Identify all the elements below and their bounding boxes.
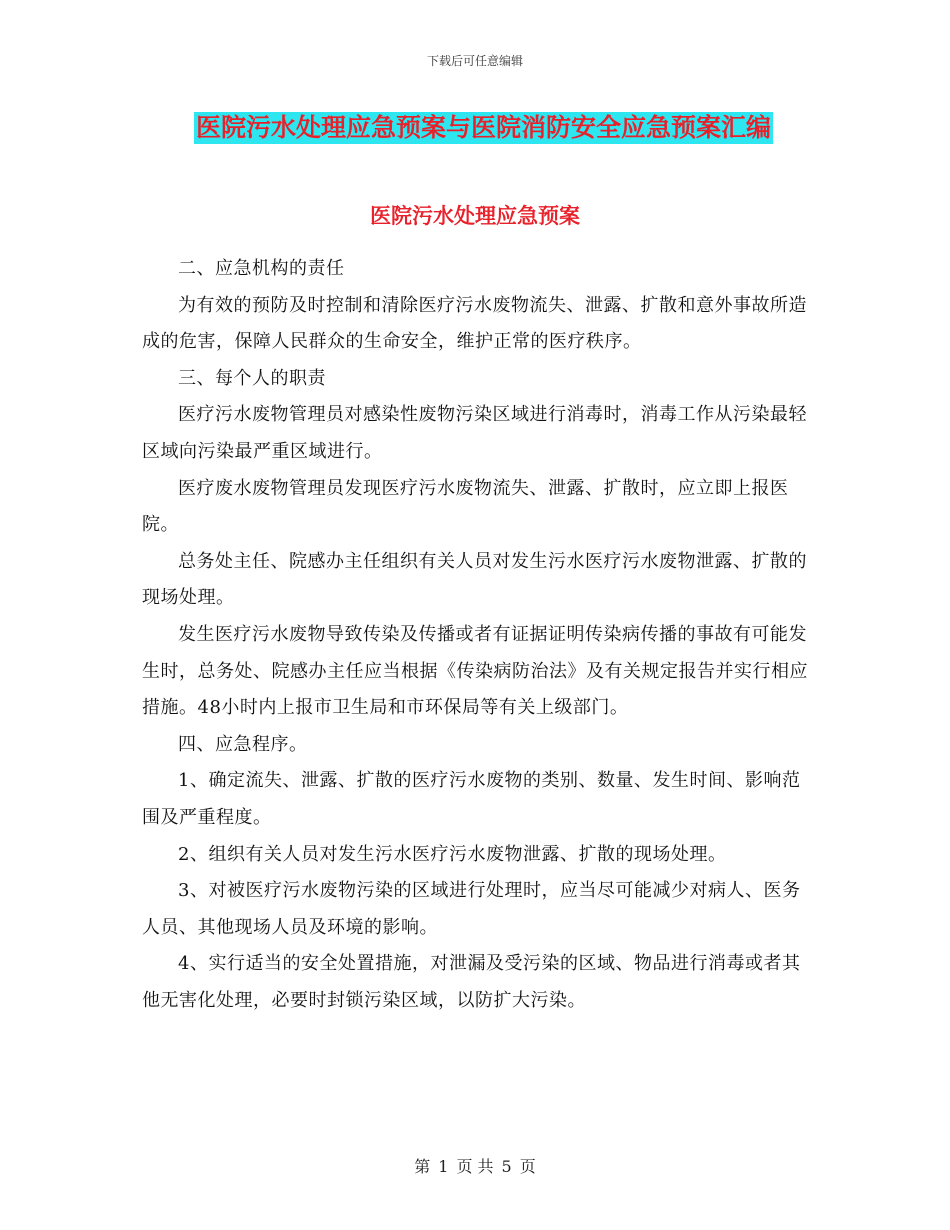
procedure-step-1: 1、确定流失、泄露、扩散的医疗污水废物的类别、数量、发生时间、影响范围及严重程度。 — [142, 770, 801, 828]
footer-total-pages: 5 — [501, 1157, 512, 1176]
footer-label-of: 页 共 — [456, 1157, 494, 1176]
paragraph: 医疗污水废物管理员对感染性废物污染区域进行消毒时，消毒工作从污染最轻区域向污染最严重区域进行。 — [142, 404, 807, 462]
paragraph-heading-responsibility: 二、应急机构的责任 — [178, 258, 345, 279]
footer-label-page: 第 — [414, 1157, 431, 1176]
document-title: 医院污水处理应急预案与医院消防安全应急预案汇编 — [196, 113, 772, 142]
paragraph: 发生医疗污水废物导致传染及传播或者有证据证明传染病传播的事故有可能发生时，总务处、院感办主任应当根据《传染病防治法》及有关规定报告并实行相应措施。48小时内上报市卫生局和市环保局等有关上级部门。 — [142, 623, 808, 719]
paragraph: 总务处主任、院感办主任组织有关人员对发生污水医疗污水废物泄露、扩散的现场处理。 — [142, 550, 807, 609]
paragraph-heading-procedure: 四、应急程序。 — [178, 733, 308, 755]
section-title: 医院污水处理应急预案 — [370, 204, 580, 228]
footer-current-page: 1 — [438, 1157, 449, 1176]
paragraph: 医疗废水废物管理员发现医疗污水废物流失、泄露、扩散时，应立即上报医院。 — [142, 477, 789, 536]
footer-label-end: 页 — [519, 1157, 536, 1176]
page-footer — [0, 1154, 950, 1177]
procedure-step-4: 4、实行适当的安全处置措施，对泄漏及受污染的区域、物品进行消毒或者其他无害化处理，必要时封锁污染区域，以防扩大污染。 — [142, 953, 801, 1011]
procedure-step-2: 2、组织有关人员对发生污水医疗污水废物泄露、扩散的现场处理。 — [178, 843, 727, 865]
procedure-step-3: 3、对被医疗污水废物污染的区域进行处理时，应当尽可能减少对病人、医务人员、其他现场人员及环境的影响。 — [142, 880, 801, 938]
paragraph-heading-duties: 三、每个人的职责 — [178, 367, 326, 389]
paragraph: 为有效的预防及时控制和清除医疗污水废物流失、泄露、扩散和意外事故所造成的危害，保障人民群众的生命安全，维护正常的医疗秩序。 — [142, 294, 807, 353]
document-body — [142, 251, 808, 1019]
page-header-note: 下载后可任意编辑 — [426, 54, 523, 68]
